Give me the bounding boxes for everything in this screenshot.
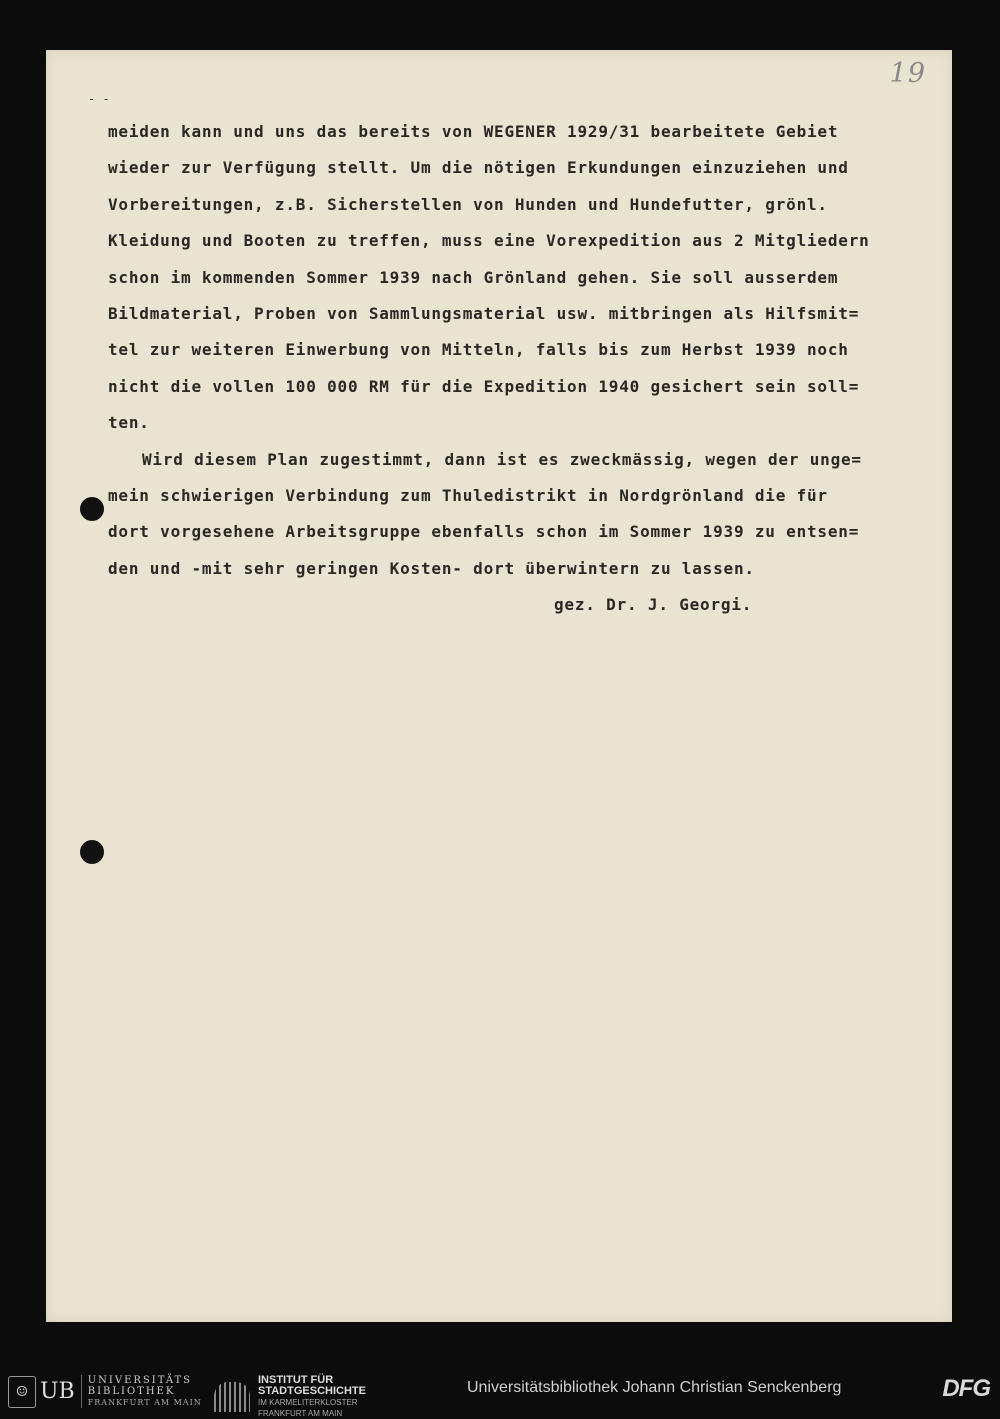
text-line: meiden kann und uns das bereits von WEGENER 1929/31 bearbeitete Gebiet — [108, 122, 839, 141]
isg-line4: FRANKFURT AM MAIN — [258, 1409, 343, 1418]
isg-line1: INSTITUT FÜR — [258, 1374, 334, 1386]
footer-bar — [0, 1365, 1000, 1418]
text-line: Wird diesem Plan zugestimmt, dann ist es zweckmässig, wegen der unge= — [142, 449, 862, 469]
punch-hole-icon — [80, 840, 104, 864]
dfg-logo[interactable]: DFG — [942, 1375, 990, 1402]
text-line: Kleidung und Booten zu treffen, muss eine Vorexpedition aus 2 Mitgliedern — [108, 231, 870, 251]
ub-logo[interactable] — [8, 1375, 202, 1408]
text-line: dort vorgesehene Arbeitsgruppe ebenfalls schon im Sommer 1939 zu entsen= — [108, 522, 860, 542]
ub-name — [81, 1375, 202, 1408]
portrait-emblem-icon: ☺ — [8, 1376, 36, 1408]
ub-abbr: UB — [40, 1379, 75, 1404]
signature-line: gez. Dr. J. Georgi. — [554, 595, 753, 615]
isg-line2: STADTGESCHICHTE — [258, 1385, 366, 1397]
text-line: ten. — [108, 413, 150, 433]
ub-line2: BIBLIOTHEK — [87, 1386, 176, 1397]
text-line: den und -mit sehr geringen Kosten- dort überwintern zu lassen. — [108, 558, 755, 578]
text-line: nicht die vollen 100 000 RM für die Expedition 1940 gesichert sein soll= — [108, 376, 860, 396]
folio-number: 19 — [889, 58, 926, 89]
text-line: schon im kommenden Sommer 1939 nach Grönland gehen. Sie soll ausserdem — [108, 267, 839, 287]
text-line: wieder zur Verfügung stellt. Um die nötigen Erkundungen einzuziehen und — [108, 158, 849, 178]
isg-name — [258, 1375, 366, 1419]
text-line: Bildmaterial, Proben von Sammlungsmaterial usw. mitbringen als Hilfsmit= — [108, 303, 860, 323]
isg-logo[interactable] — [214, 1375, 366, 1419]
document-page — [46, 50, 952, 1322]
arch-emblem-icon — [214, 1382, 250, 1412]
text-line: tel zur weiteren Einwerbung von Mitteln, falls bis zum Herbst 1939 noch — [108, 340, 849, 360]
ub-line3: FRANKFURT AM MAIN — [87, 1398, 202, 1407]
top-mark: - - — [88, 92, 110, 106]
ub-line1: UNIVERSITÄTS — [87, 1375, 193, 1386]
text-line: Vorbereitungen, z.B. Sicherstellen von Hunden und Hundefutter, grönl. — [108, 194, 828, 214]
punch-hole-icon — [80, 497, 104, 521]
library-title: Universitätsbibliothek Johann Christian Senckenberg — [467, 1379, 842, 1396]
isg-line3: IM KARMELITERKLOSTER — [258, 1398, 358, 1407]
text-line: mein schwierigen Verbindung zum Thuledistrikt in Nordgrönland die für — [108, 485, 828, 505]
typed-text — [108, 114, 958, 623]
